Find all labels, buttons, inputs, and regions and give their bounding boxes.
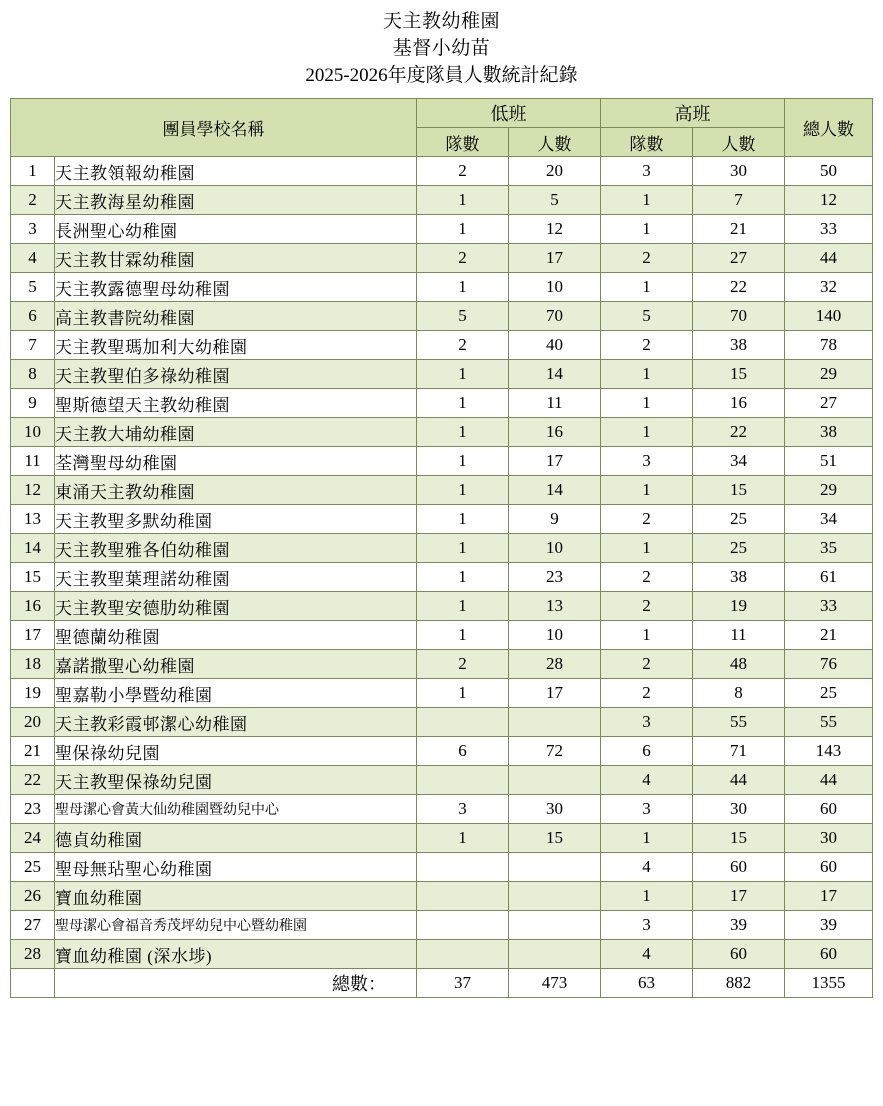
row-low-people: 20 <box>509 157 601 186</box>
column-header-total: 總人數 <box>785 99 873 157</box>
row-index: 19 <box>11 679 55 708</box>
row-total: 33 <box>785 215 873 244</box>
row-school-name: 天主教海星幼稚園 <box>55 186 417 215</box>
table-row <box>11 157 873 186</box>
row-total: 60 <box>785 853 873 882</box>
row-total: 29 <box>785 360 873 389</box>
row-low-teams: 1 <box>417 563 509 592</box>
row-low-people <box>509 940 601 969</box>
row-high-people: 11 <box>693 621 785 650</box>
row-high-people: 39 <box>693 911 785 940</box>
row-index: 14 <box>11 534 55 563</box>
row-high-people: 27 <box>693 244 785 273</box>
row-school-name: 天主教甘霖幼稚園 <box>55 244 417 273</box>
table-row <box>11 447 873 476</box>
row-low-people: 13 <box>509 592 601 621</box>
row-index: 10 <box>11 418 55 447</box>
row-low-people: 14 <box>509 360 601 389</box>
row-low-people: 12 <box>509 215 601 244</box>
row-total: 39 <box>785 911 873 940</box>
row-school-name: 聖嘉勒小學暨幼稚園 <box>55 679 417 708</box>
row-high-teams: 1 <box>601 215 693 244</box>
footer-low-teams: 37 <box>417 969 509 998</box>
row-low-people: 5 <box>509 186 601 215</box>
row-high-people: 34 <box>693 447 785 476</box>
row-high-people: 25 <box>693 505 785 534</box>
table-row <box>11 621 873 650</box>
row-high-people: 22 <box>693 418 785 447</box>
table-row <box>11 534 873 563</box>
row-high-people: 15 <box>693 824 785 853</box>
row-school-name: 聖斯德望天主教幼稚園 <box>55 389 417 418</box>
row-high-people: 19 <box>693 592 785 621</box>
row-school-name: 聖德蘭幼稚園 <box>55 621 417 650</box>
row-high-teams: 3 <box>601 708 693 737</box>
row-high-teams: 1 <box>601 360 693 389</box>
row-high-teams: 6 <box>601 737 693 766</box>
row-index: 27 <box>11 911 55 940</box>
table-row <box>11 737 873 766</box>
row-low-people: 16 <box>509 418 601 447</box>
row-total: 30 <box>785 824 873 853</box>
row-total: 21 <box>785 621 873 650</box>
row-high-people: 60 <box>693 940 785 969</box>
row-low-people <box>509 911 601 940</box>
row-school-name: 嘉諾撒聖心幼稚園 <box>55 650 417 679</box>
row-high-people: 60 <box>693 853 785 882</box>
table-header-row-groups <box>11 99 873 128</box>
footer-blank-cell <box>11 969 55 998</box>
row-low-teams: 2 <box>417 244 509 273</box>
row-low-people: 10 <box>509 273 601 302</box>
table-row <box>11 795 873 824</box>
row-low-teams: 1 <box>417 186 509 215</box>
row-index: 9 <box>11 389 55 418</box>
row-low-teams: 6 <box>417 737 509 766</box>
row-low-teams: 1 <box>417 418 509 447</box>
row-low-teams: 1 <box>417 505 509 534</box>
row-low-people: 70 <box>509 302 601 331</box>
row-index: 6 <box>11 302 55 331</box>
row-index: 4 <box>11 244 55 273</box>
row-index: 23 <box>11 795 55 824</box>
row-high-teams: 2 <box>601 331 693 360</box>
row-low-people <box>509 766 601 795</box>
row-index: 8 <box>11 360 55 389</box>
row-low-people: 15 <box>509 824 601 853</box>
row-index: 20 <box>11 708 55 737</box>
column-header-low-people: 人數 <box>509 128 601 157</box>
table-row <box>11 766 873 795</box>
row-school-name: 寶血幼稚園 <box>55 882 417 911</box>
row-school-name: 聖母潔心會福音秀茂坪幼兒中心暨幼稚園 <box>55 911 417 940</box>
table-row <box>11 418 873 447</box>
row-index: 28 <box>11 940 55 969</box>
row-index: 7 <box>11 331 55 360</box>
row-index: 24 <box>11 824 55 853</box>
row-total: 27 <box>785 389 873 418</box>
row-high-people: 55 <box>693 708 785 737</box>
row-high-teams: 1 <box>601 389 693 418</box>
row-low-teams <box>417 940 509 969</box>
row-low-teams: 5 <box>417 302 509 331</box>
table-row <box>11 650 873 679</box>
table-row <box>11 331 873 360</box>
row-low-people: 10 <box>509 621 601 650</box>
row-index: 1 <box>11 157 55 186</box>
row-low-people: 14 <box>509 476 601 505</box>
row-total: 12 <box>785 186 873 215</box>
footer-low-people: 473 <box>509 969 601 998</box>
row-high-teams: 2 <box>601 244 693 273</box>
row-school-name: 寶血幼稚園 (深水埗) <box>55 940 417 969</box>
row-high-teams: 3 <box>601 157 693 186</box>
footer-label: 總數： <box>55 969 417 998</box>
row-total: 25 <box>785 679 873 708</box>
table-row <box>11 679 873 708</box>
row-low-people: 72 <box>509 737 601 766</box>
column-group-low: 低班 <box>417 99 601 128</box>
row-low-people: 23 <box>509 563 601 592</box>
row-total: 76 <box>785 650 873 679</box>
row-high-teams: 2 <box>601 679 693 708</box>
header-line-3: 2025-2026年度隊員人數統計紀錄 <box>305 65 578 86</box>
row-index: 12 <box>11 476 55 505</box>
row-low-people: 11 <box>509 389 601 418</box>
row-low-teams: 1 <box>417 621 509 650</box>
row-high-teams: 1 <box>601 534 693 563</box>
table-row <box>11 360 873 389</box>
row-school-name: 聖母無玷聖心幼稚園 <box>55 853 417 882</box>
column-header-school: 團員學校名稱 <box>11 99 417 157</box>
header-line-2: 基督小幼苗 <box>392 38 491 59</box>
row-index: 3 <box>11 215 55 244</box>
row-total: 33 <box>785 592 873 621</box>
table-row <box>11 215 873 244</box>
row-low-teams: 2 <box>417 157 509 186</box>
table-row <box>11 273 873 302</box>
row-low-people: 9 <box>509 505 601 534</box>
row-low-teams: 2 <box>417 331 509 360</box>
row-low-teams: 1 <box>417 215 509 244</box>
row-school-name: 高主教書院幼稚園 <box>55 302 417 331</box>
row-total: 61 <box>785 563 873 592</box>
row-index: 21 <box>11 737 55 766</box>
row-high-people: 22 <box>693 273 785 302</box>
row-low-teams: 1 <box>417 476 509 505</box>
header-line-1: 天主教幼稚園 <box>382 11 500 32</box>
row-school-name: 東涌天主教幼稚園 <box>55 476 417 505</box>
row-high-people: 15 <box>693 360 785 389</box>
row-school-name: 德貞幼稚園 <box>55 824 417 853</box>
row-high-teams: 1 <box>601 882 693 911</box>
row-high-teams: 2 <box>601 505 693 534</box>
row-index: 18 <box>11 650 55 679</box>
row-low-teams <box>417 766 509 795</box>
row-total: 51 <box>785 447 873 476</box>
row-high-teams: 2 <box>601 650 693 679</box>
table-body <box>11 157 873 969</box>
row-total: 55 <box>785 708 873 737</box>
row-total: 140 <box>785 302 873 331</box>
column-header-high-people: 人數 <box>693 128 785 157</box>
table-foot <box>11 969 873 998</box>
row-total: 35 <box>785 534 873 563</box>
table-row <box>11 563 873 592</box>
row-high-people: 38 <box>693 331 785 360</box>
row-index: 15 <box>11 563 55 592</box>
row-high-people: 44 <box>693 766 785 795</box>
row-high-people: 21 <box>693 215 785 244</box>
footer-high-teams: 63 <box>601 969 693 998</box>
row-low-teams: 1 <box>417 273 509 302</box>
row-low-teams: 1 <box>417 360 509 389</box>
row-high-teams: 1 <box>601 186 693 215</box>
table-row <box>11 302 873 331</box>
row-high-people: 7 <box>693 186 785 215</box>
row-high-teams: 3 <box>601 911 693 940</box>
row-total: 50 <box>785 157 873 186</box>
row-low-people <box>509 853 601 882</box>
row-total: 143 <box>785 737 873 766</box>
table-row <box>11 476 873 505</box>
row-total: 34 <box>785 505 873 534</box>
table-head <box>11 99 873 157</box>
row-school-name: 聖母潔心會黃大仙幼稚園暨幼兒中心 <box>55 795 417 824</box>
column-group-high: 高班 <box>601 99 785 128</box>
row-low-teams: 3 <box>417 795 509 824</box>
row-index: 25 <box>11 853 55 882</box>
row-school-name: 天主教聖多默幼稚園 <box>55 505 417 534</box>
row-total: 60 <box>785 795 873 824</box>
row-school-name: 聖保祿幼兒園 <box>55 737 417 766</box>
row-index: 11 <box>11 447 55 476</box>
row-school-name: 天主教聖瑪加利大幼稚園 <box>55 331 417 360</box>
row-index: 13 <box>11 505 55 534</box>
row-total: 44 <box>785 244 873 273</box>
row-low-teams: 2 <box>417 650 509 679</box>
row-school-name: 天主教聖雅各伯幼稚園 <box>55 534 417 563</box>
row-low-teams: 1 <box>417 592 509 621</box>
row-school-name: 天主教露德聖母幼稚園 <box>55 273 417 302</box>
table-row <box>11 824 873 853</box>
row-school-name: 長洲聖心幼稚園 <box>55 215 417 244</box>
row-high-people: 25 <box>693 534 785 563</box>
row-low-teams <box>417 882 509 911</box>
row-high-people: 70 <box>693 302 785 331</box>
row-low-teams: 1 <box>417 679 509 708</box>
row-school-name: 荃灣聖母幼稚園 <box>55 447 417 476</box>
footer-high-people: 882 <box>693 969 785 998</box>
row-high-teams: 1 <box>601 273 693 302</box>
row-total: 38 <box>785 418 873 447</box>
column-header-low-teams: 隊數 <box>417 128 509 157</box>
row-low-teams: 1 <box>417 824 509 853</box>
row-school-name: 天主教聖葉理諾幼稚園 <box>55 563 417 592</box>
row-high-people: 71 <box>693 737 785 766</box>
row-total: 78 <box>785 331 873 360</box>
row-high-teams: 4 <box>601 940 693 969</box>
table-row <box>11 244 873 273</box>
document-header <box>10 8 873 90</box>
row-low-people: 28 <box>509 650 601 679</box>
row-low-teams <box>417 708 509 737</box>
row-school-name: 天主教聖保祿幼兒園 <box>55 766 417 795</box>
table-row <box>11 389 873 418</box>
table-footer-row <box>11 969 873 998</box>
row-index: 17 <box>11 621 55 650</box>
row-low-teams: 1 <box>417 534 509 563</box>
table-row <box>11 186 873 215</box>
row-school-name: 天主教聖安德肋幼稚園 <box>55 592 417 621</box>
row-low-people: 10 <box>509 534 601 563</box>
row-high-teams: 3 <box>601 447 693 476</box>
row-total: 32 <box>785 273 873 302</box>
row-low-people: 40 <box>509 331 601 360</box>
table-row <box>11 882 873 911</box>
row-high-teams: 4 <box>601 853 693 882</box>
row-high-teams: 3 <box>601 795 693 824</box>
row-school-name: 天主教大埔幼稚園 <box>55 418 417 447</box>
row-index: 26 <box>11 882 55 911</box>
row-index: 5 <box>11 273 55 302</box>
row-total: 60 <box>785 940 873 969</box>
row-low-people: 17 <box>509 679 601 708</box>
row-total: 44 <box>785 766 873 795</box>
table-row <box>11 940 873 969</box>
row-high-teams: 1 <box>601 476 693 505</box>
row-low-people: 17 <box>509 447 601 476</box>
row-high-teams: 1 <box>601 621 693 650</box>
row-low-teams: 1 <box>417 447 509 476</box>
row-high-people: 16 <box>693 389 785 418</box>
statistics-table <box>10 98 873 998</box>
row-high-people: 48 <box>693 650 785 679</box>
row-high-people: 30 <box>693 795 785 824</box>
row-high-teams: 1 <box>601 824 693 853</box>
row-total: 29 <box>785 476 873 505</box>
table-row <box>11 592 873 621</box>
row-low-people: 30 <box>509 795 601 824</box>
table-row <box>11 505 873 534</box>
row-high-people: 38 <box>693 563 785 592</box>
row-low-people <box>509 882 601 911</box>
row-index: 22 <box>11 766 55 795</box>
table-row <box>11 708 873 737</box>
row-high-people: 30 <box>693 157 785 186</box>
row-high-people: 17 <box>693 882 785 911</box>
row-school-name: 天主教領報幼稚園 <box>55 157 417 186</box>
row-high-teams: 2 <box>601 563 693 592</box>
table-row <box>11 911 873 940</box>
row-low-teams <box>417 911 509 940</box>
row-high-teams: 1 <box>601 418 693 447</box>
row-high-people: 15 <box>693 476 785 505</box>
row-low-people <box>509 708 601 737</box>
row-school-name: 天主教彩霞邨潔心幼稚園 <box>55 708 417 737</box>
row-low-teams <box>417 853 509 882</box>
row-low-teams: 1 <box>417 389 509 418</box>
row-index: 2 <box>11 186 55 215</box>
row-school-name: 天主教聖伯多祿幼稚園 <box>55 360 417 389</box>
row-index: 16 <box>11 592 55 621</box>
column-header-high-teams: 隊數 <box>601 128 693 157</box>
row-high-teams: 2 <box>601 592 693 621</box>
row-high-people: 8 <box>693 679 785 708</box>
footer-total: 1355 <box>785 969 873 998</box>
row-total: 17 <box>785 882 873 911</box>
table-row <box>11 853 873 882</box>
row-high-teams: 4 <box>601 766 693 795</box>
row-high-teams: 5 <box>601 302 693 331</box>
row-low-people: 17 <box>509 244 601 273</box>
